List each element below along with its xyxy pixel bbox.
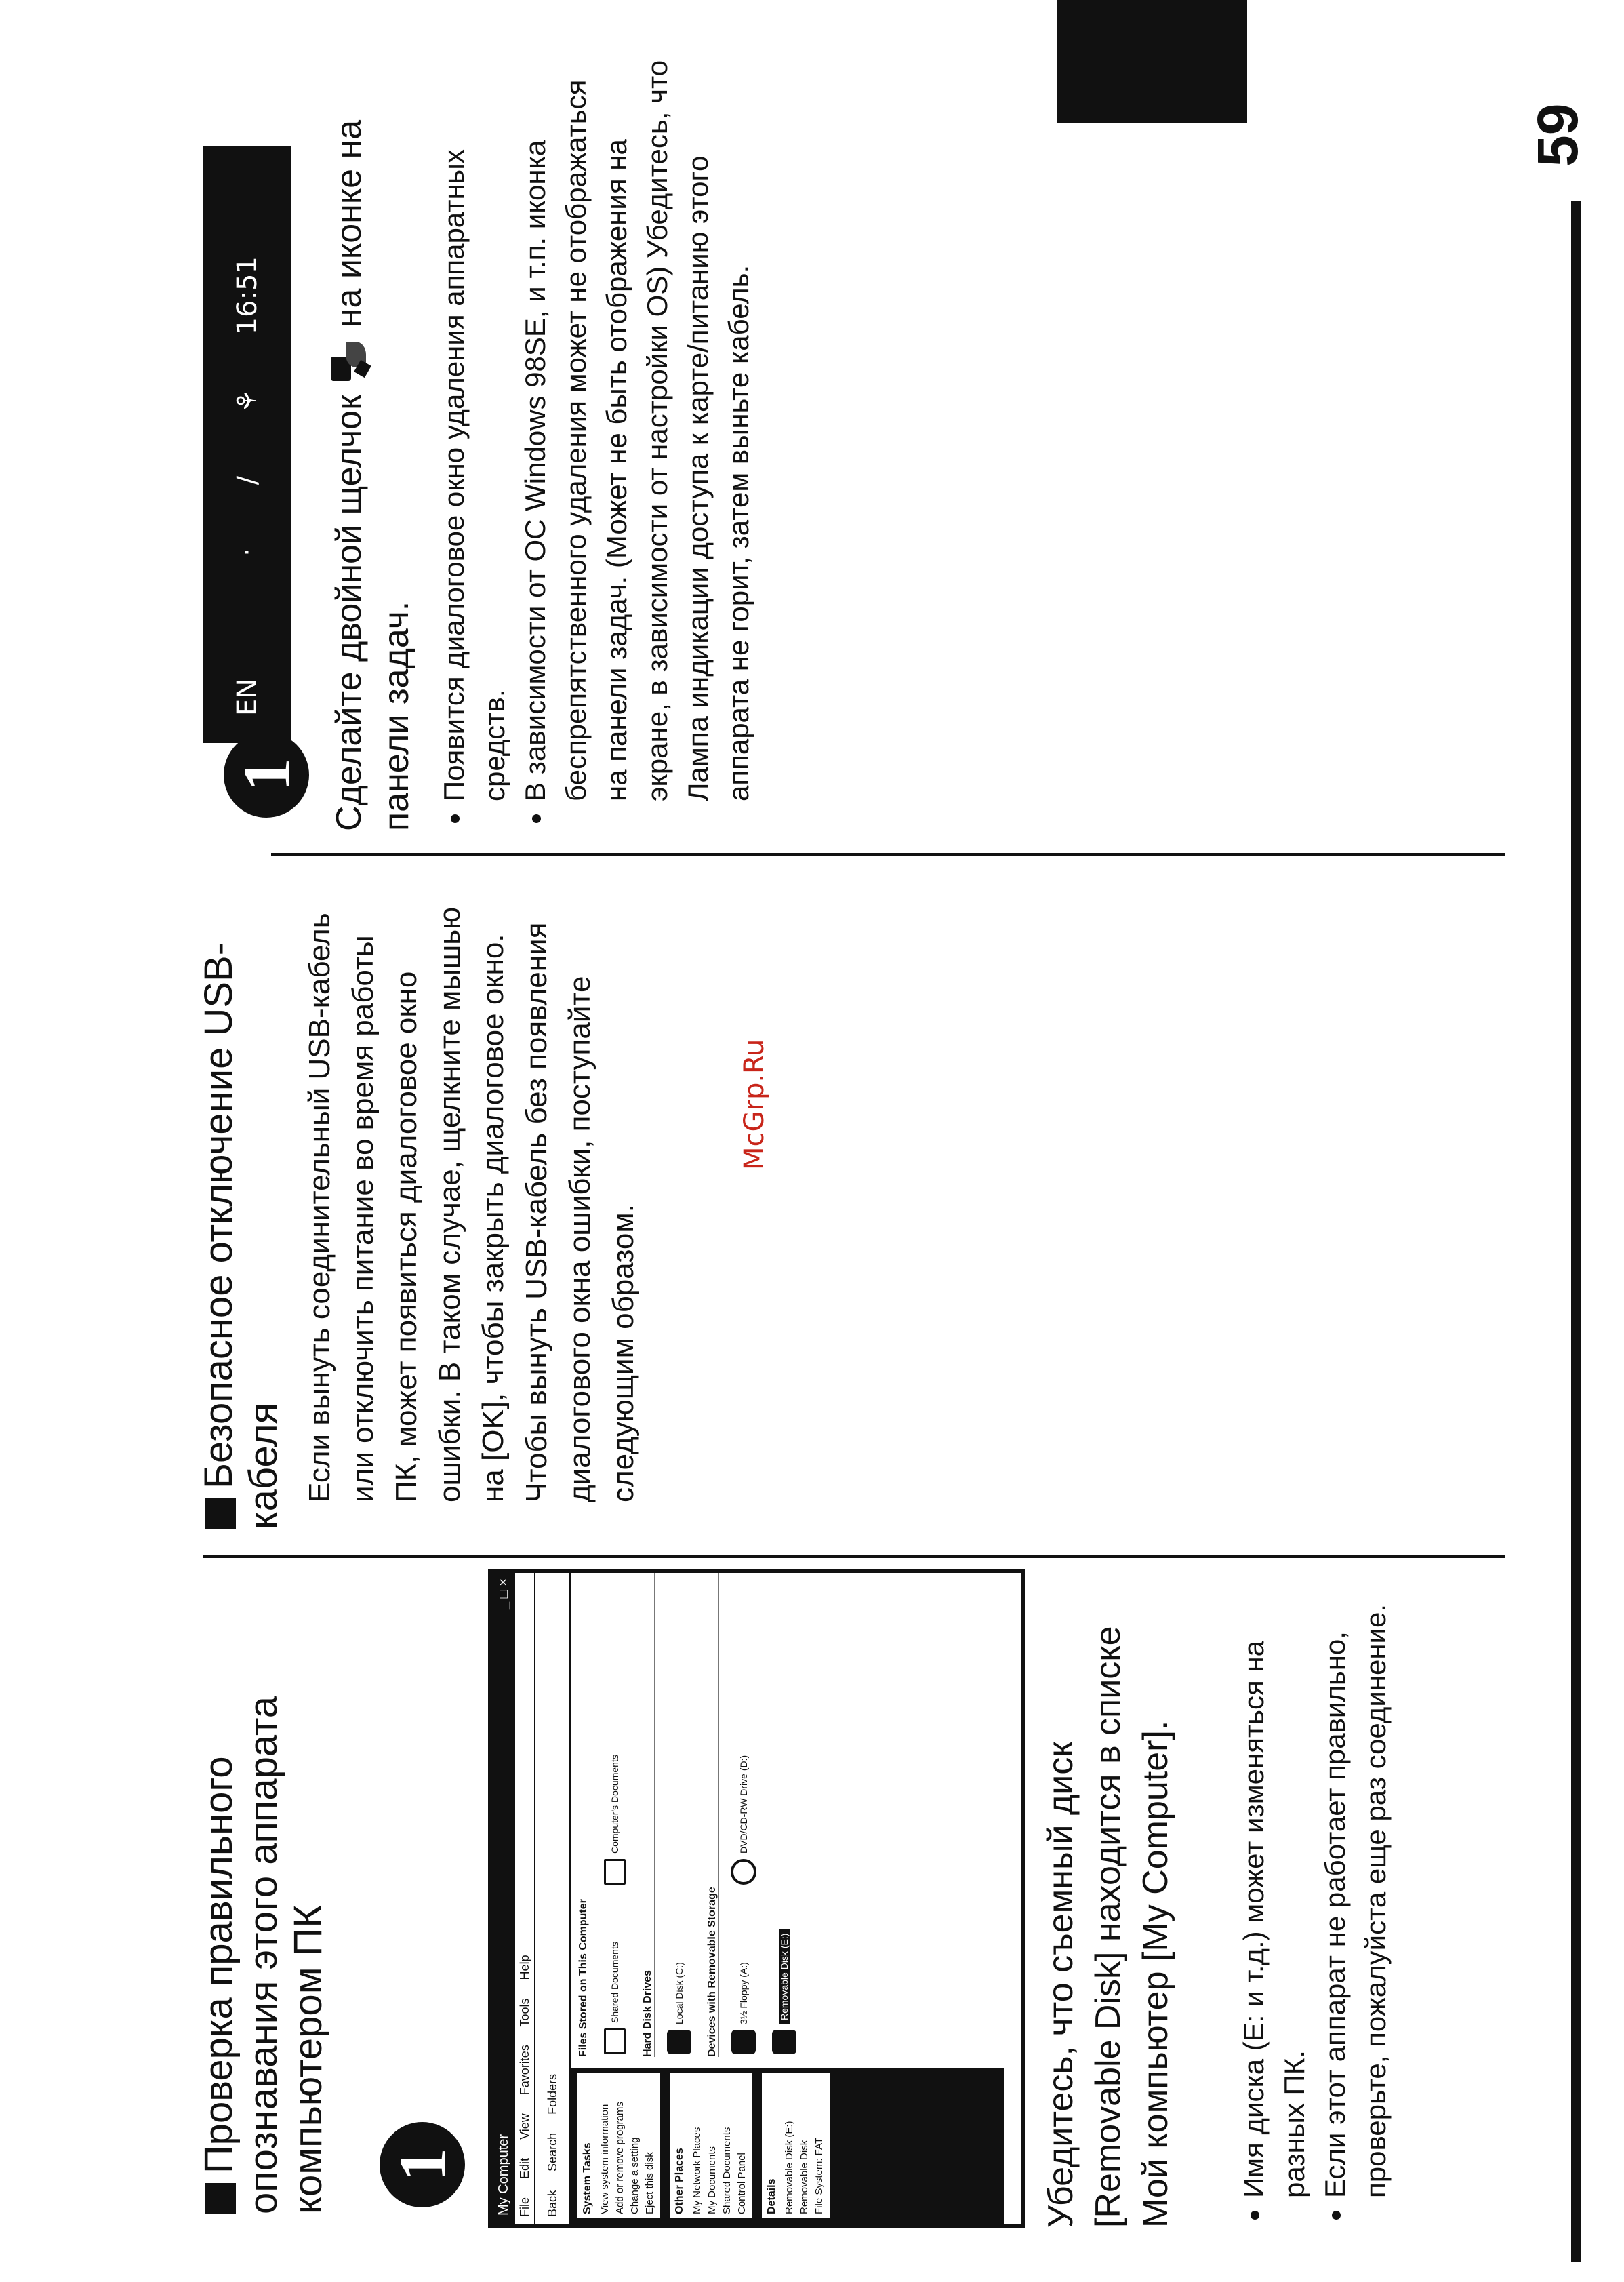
tray-icons: · ∕ ⚘ bbox=[232, 361, 263, 557]
window-menubar bbox=[515, 1573, 535, 2224]
column-divider-2 bbox=[271, 853, 1505, 856]
window-toolbar bbox=[535, 1573, 571, 2224]
left-heading: Проверка правильного опознавания этого аппарата компьютером ПК bbox=[197, 1696, 330, 2214]
local-disk-item[interactable]: Local Disk (C:) bbox=[659, 1885, 699, 2054]
floppy-icon bbox=[731, 2030, 756, 2054]
floppy-item[interactable]: 3½ Floppy (A:) bbox=[723, 1885, 764, 2054]
menu-file[interactable]: File bbox=[518, 2197, 531, 2217]
step-number-right: 1 bbox=[224, 732, 309, 818]
dvd-drive-item[interactable]: DVD/CD-RW Drive (D:) bbox=[723, 1715, 764, 1885]
hard-drive-icon bbox=[667, 2030, 691, 2054]
right-main-text: Сделайте двойной щелчок на иконке на панели задач. bbox=[325, 65, 420, 831]
left-bullets bbox=[1234, 1561, 1396, 2228]
place-item[interactable]: Shared Documents bbox=[721, 2127, 733, 2214]
toolbar-back[interactable]: Back bbox=[546, 2189, 559, 2217]
page-rule bbox=[1571, 201, 1581, 2262]
right-bullets bbox=[434, 42, 759, 831]
toolbar-folders[interactable]: Folders bbox=[546, 2073, 559, 2115]
shared-documents-item[interactable]: Shared Documents bbox=[594, 1885, 635, 2054]
task-item[interactable]: View system information bbox=[599, 2104, 611, 2214]
window-controls-icon[interactable]: _ □ × bbox=[496, 1578, 511, 1609]
task-item[interactable]: Add or remove programs bbox=[614, 2102, 626, 2214]
my-computer-window bbox=[488, 1569, 1025, 2228]
list-item: • Появится диалоговое окно удаления аппаратных средств. bbox=[434, 42, 515, 801]
watermark: McGrp.Ru bbox=[739, 1039, 770, 1170]
computer-documents-item[interactable]: Computer's Documents bbox=[594, 1715, 635, 1885]
menu-tools[interactable]: Tools bbox=[518, 1998, 531, 2027]
taskbar-clock: 16:51 bbox=[232, 256, 263, 335]
list-item: • В зависимости от ОС Windows 98SE, и т.п. иконка беспрепятственного удаления может не отображаться на панели задач. (Может не быть отображения на экране, в зависимости от настройки OS) Убедитесь, что Лампа индикации доступа к карте/питанию этого аппарата не горит, затем выньте кабель. bbox=[515, 42, 759, 801]
section-hard-disk: Hard Disk Drives bbox=[642, 1573, 655, 2057]
details-box: Details Removable Disk (E:) Removable Disk File System: FAT bbox=[762, 2073, 830, 2218]
drives-pane bbox=[571, 1573, 1004, 2061]
folder-icon bbox=[604, 2028, 626, 2054]
toolbar-search[interactable]: Search bbox=[546, 2132, 559, 2171]
column-divider-1 bbox=[203, 1555, 1505, 1558]
folder-icon bbox=[604, 1859, 626, 1885]
removable-disk-icon bbox=[772, 2030, 796, 2054]
heading-square-icon bbox=[205, 2183, 236, 2214]
task-item[interactable]: Change a setting bbox=[629, 2137, 641, 2214]
menu-favorites[interactable]: Favorites bbox=[518, 2045, 531, 2096]
middle-heading: Безопасное отключение USB-кабеля bbox=[197, 942, 285, 1529]
task-pane bbox=[571, 2068, 1004, 2224]
place-item[interactable]: Control Panel bbox=[736, 2153, 748, 2214]
page-number: 59 bbox=[1526, 103, 1589, 167]
task-item[interactable]: Eject this disk bbox=[644, 2152, 655, 2214]
step-number-left: 1 bbox=[380, 2122, 465, 2207]
taskbar-image bbox=[203, 146, 291, 743]
place-item[interactable]: My Documents bbox=[706, 2146, 718, 2214]
list-item: • Имя диска (E: и т.д.) может изменяться на разных ПК. bbox=[1234, 1561, 1315, 2198]
section-files-stored: Files Stored on This Computer bbox=[577, 1573, 590, 2057]
section-tab bbox=[1057, 0, 1247, 123]
left-main-text: Убедитесь, что съемный диск [Removable Disk] находится в списке Мой компьютер [My Computer]. bbox=[1041, 1626, 1175, 2228]
safely-remove-hardware-icon bbox=[325, 338, 373, 385]
menu-edit[interactable]: Edit bbox=[518, 2157, 531, 2179]
menu-help[interactable]: Help bbox=[518, 1955, 531, 1980]
taskbar-lang: EN bbox=[232, 678, 263, 716]
cd-drive-icon bbox=[731, 1859, 756, 1885]
middle-paragraph: Если вынуть соединительный USB-кабель или отключить питание во время работы ПК, может появиться диалоговое окно ошибки. В таком случае, щелкните мышью на [OK], чтобы закрыть диалоговое окно. Чтобы вынуть USB-кабель без появления диалогового окна ошибки, поступайте следующим образом. bbox=[303, 906, 640, 1502]
window-titlebar: My Computer _ □ × bbox=[492, 1573, 515, 2224]
other-places-box: Other Places My Network Places My Documents Shared Documents Control Panel bbox=[670, 2073, 752, 2218]
system-tasks-box: System Tasks View system information Add or remove programs Change a setting Eject this disk bbox=[577, 2073, 660, 2218]
list-item: • Если этот аппарат не работает правильно, проверьте, пожалуйста еще раз соединение. bbox=[1315, 1561, 1396, 2198]
removable-disk-item[interactable]: Removable Disk (E:) bbox=[764, 1885, 805, 2054]
heading-square-icon bbox=[205, 1498, 236, 1529]
menu-view[interactable]: View bbox=[518, 2113, 531, 2140]
place-item[interactable]: My Network Places bbox=[691, 2127, 703, 2214]
section-removable: Devices with Removable Storage bbox=[706, 1573, 719, 2057]
